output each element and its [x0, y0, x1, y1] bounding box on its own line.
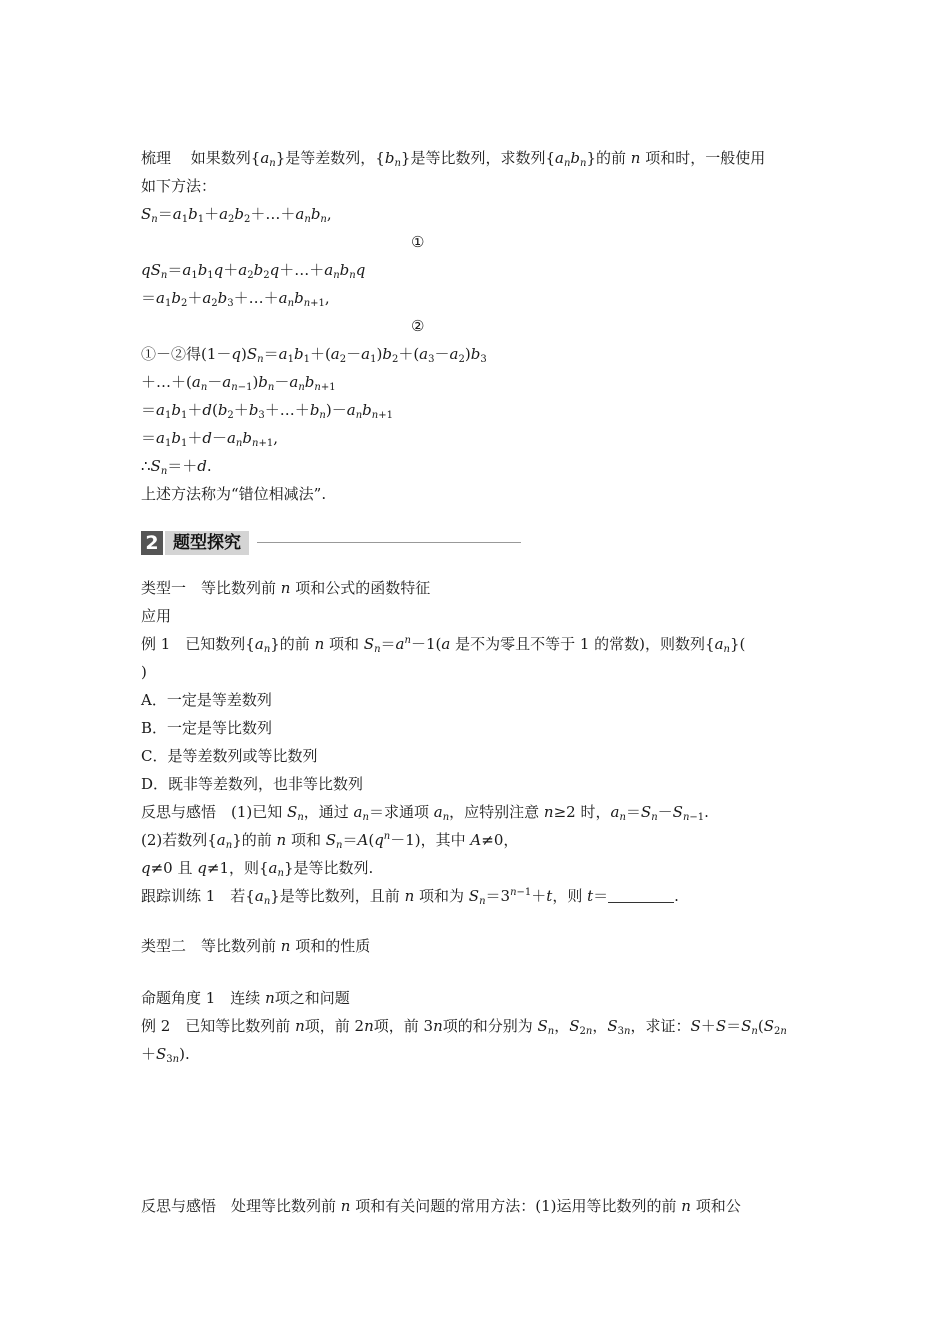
- formula-subtract: ①－②得$(1-q)S_n=a_1b_1+(a_2-a_1)b_2+(a_3-a_2)b_3$: [141, 345, 487, 365]
- option-a: A．一定是等差数列: [141, 691, 272, 709]
- reflection1-line-3: q≠0 且 q≠1，则$\{a_n\}$是等比数列.: [141, 859, 374, 879]
- formula-qsn-cont: $=a_1b_2+a_2b_3+\dots+a_nb_{n+1}$,: [141, 289, 330, 309]
- example2-stem-cont: $+S_{3n}$).: [141, 1045, 190, 1065]
- option-b: B．一定是等比数列: [141, 719, 273, 737]
- section-number: 2: [141, 531, 163, 555]
- option-d: D．既非等差数列，也非等比数列: [141, 775, 364, 793]
- formula-qsn: $qS_n=a_1b_1q+a_2b_2q+\dots+a_nb_nq$: [141, 261, 366, 281]
- formula-subtract-cont: $+\dots+(a_n-a_{n-1})b_n-a_nb_{n+1}$: [141, 373, 336, 393]
- equation-tag-1: ①: [411, 233, 425, 251]
- formula-result: $\therefore S_n=+d$.: [141, 457, 212, 477]
- section-divider: [257, 542, 521, 543]
- answer-blank[interactable]: [608, 888, 674, 903]
- formula-sn: $S_n=a_1b_1+a_2b_2+\dots+a_nb_n$,: [141, 205, 332, 225]
- option-c: C．是等差数列或等比数列: [141, 747, 318, 765]
- angle1-title: 命题角度 1 连续 n项之和问题: [141, 989, 350, 1007]
- formula-d: $=a_1b_1+d(b_2+b_3+\dots+b_n)-a_nb_{n+1}$: [141, 401, 393, 421]
- summary-line-1: 梳理 如果数列$\{a_n\}$是等差数列，$\{b_n\}$是等比数列，求数列$\{a_nb_n\}$的前 n 项和时，一般使用: [141, 149, 766, 169]
- type1-title: 类型一 等比数列前 n 项和公式的函数特征: [141, 579, 431, 597]
- summary-label: 梳理: [141, 149, 172, 167]
- type2-title: 类型二 等比数列前 n 项和的性质: [141, 937, 371, 955]
- example2-stem: 例 2 已知等比数列前 n项，前 2n项，前 3n项的和分别为 $S_n$，$S_{2n}$，$S_{3n}$，求证：$S+S=S_n(S_{2n}$: [141, 1017, 787, 1037]
- example1-paren-close: ): [141, 663, 147, 681]
- summary-line-2: 如下方法：: [141, 177, 217, 195]
- reflection1-line-2: (2)若数列$\{a_n\}$的前 n 项和 $S_n=A(q^n-1)$，其中 A≠0，: [141, 831, 519, 851]
- summary-conclusion: 上述方法称为“错位相减法”.: [141, 485, 327, 503]
- example1-stem: 例 1 已知数列$\{a_n\}$的前 n 项和 $S_n=a^n-1(a$ 是不为零且不等于 1 的常数)，则数列$\{a_n\}$(: [141, 635, 746, 655]
- section-title: 题型探究: [165, 531, 249, 555]
- type1-title-cont: 应用: [141, 607, 172, 625]
- formula-d2: $=a_1b_1+d-a_nb_{n+1}$,: [141, 429, 278, 449]
- reflection2-line-1: 反思与感悟 处理等比数列前 n 项和有关问题的常用方法：(1)运用等比数列的前 n 项和公: [141, 1197, 741, 1215]
- practice1: 跟踪训练 1 若$\{a_n\}$是等比数列，且前 n 项和为 $S_n=3^{n-1}+t$，则 t＝ .: [141, 887, 679, 907]
- section-header: [141, 530, 523, 556]
- equation-tag-2: ②: [411, 317, 425, 335]
- reflection1-line-1: 反思与感悟 (1)已知 $S_n$，通过 $a_n=$求通项 $a_n$，应特别注意 n≥2 时，$a_n=S_n-S_{n-1}$.: [141, 803, 709, 823]
